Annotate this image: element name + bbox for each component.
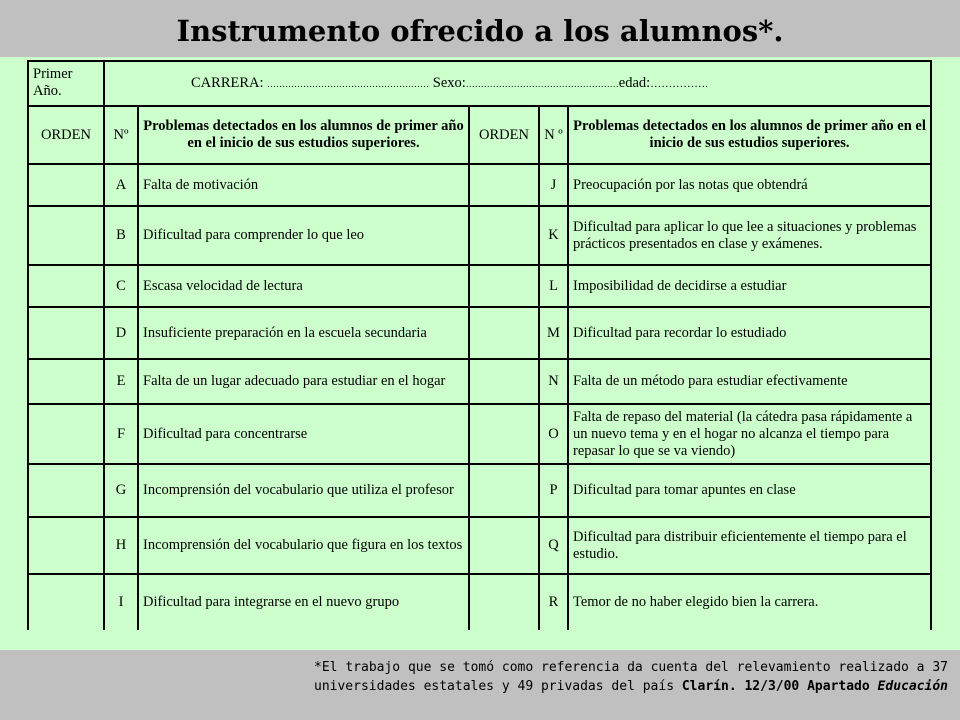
problem-text-right: Dificultad para aplicar lo que lee a situaciones y problemas prácticos presentados en clase y exámenes.: [568, 206, 931, 265]
table-row: [28, 359, 931, 404]
carrera-label: CARRERA:: [191, 74, 264, 91]
problem-text-right: Dificultad para recordar lo estudiado: [568, 307, 931, 359]
header-info-row: [28, 61, 931, 106]
table-row: [28, 404, 931, 464]
problem-text-right: Falta de repaso del material (la cátedra pasa rápidamente a un nuevo tema y en el hogar no alcanza el tiempo para repasar lo que se va viendo): [568, 404, 931, 464]
problem-text-right: Dificultad para distribuir eficientemente el tiempo para el estudio.: [568, 517, 931, 574]
problem-text-right: Temor de no haber elegido bien la carrera.: [568, 574, 931, 630]
footnote-source: Clarín. 12/3/00: [681, 679, 800, 694]
table-row: [28, 265, 931, 307]
sexo-input[interactable]: ……………………………………………: [465, 78, 619, 89]
letter-left: C: [104, 265, 138, 307]
problem-text-left: Insuficiente preparación en la escuela secundaria: [138, 307, 469, 359]
letter-right: N: [539, 359, 568, 404]
orden-input-right[interactable]: [469, 574, 539, 630]
orden-input-right[interactable]: [469, 164, 539, 206]
column-header-row: [28, 106, 931, 164]
orden-input-left[interactable]: [28, 574, 104, 630]
letter-left: D: [104, 307, 138, 359]
letter-left: F: [104, 404, 138, 464]
footnote-text: universidades estatales y 49 privadas del país: [314, 679, 682, 694]
letter-left: I: [104, 574, 138, 630]
orden-input-right[interactable]: [469, 359, 539, 404]
letter-right: M: [539, 307, 568, 359]
footnote-apartado: Apartado: [799, 679, 878, 694]
table-row: [28, 206, 931, 265]
table-row: [28, 464, 931, 517]
orden-input-right[interactable]: [469, 307, 539, 359]
problemas-header-right: Problemas detectados en los alumnos de primer año en el inicio de sus estudios superiores.: [568, 106, 931, 164]
letter-right: L: [539, 265, 568, 307]
footnote-line-2: [48, 677, 948, 696]
edad-label: edad:: [618, 74, 651, 91]
orden-input-left[interactable]: [28, 206, 104, 265]
orden-input-left[interactable]: [28, 404, 104, 464]
problem-text-left: Dificultad para integrarse en el nuevo grupo: [138, 574, 469, 630]
survey-table: [27, 60, 932, 630]
letter-left: G: [104, 464, 138, 517]
carrera-input[interactable]: ………………………………………………: [267, 78, 430, 89]
problemas-header-left: Problemas detectados en los alumnos de primer año en el inicio de sus estudios superiores.: [138, 106, 469, 164]
numero-header-left: Nº: [104, 106, 138, 164]
numero-header-right: N º: [539, 106, 568, 164]
problem-text-left: Dificultad para comprender lo que leo: [138, 206, 469, 265]
footnote: [48, 658, 948, 696]
problem-text-right: Preocupación por las notas que obtendrá: [568, 164, 931, 206]
orden-input-left[interactable]: [28, 265, 104, 307]
orden-input-left[interactable]: [28, 359, 104, 404]
orden-input-right[interactable]: [469, 404, 539, 464]
problem-text-right: Falta de un método para estudiar efectivamente: [568, 359, 931, 404]
primer-ano-label: Primer Año.: [28, 61, 104, 106]
orden-header-right: ORDEN: [469, 106, 539, 164]
edad-input[interactable]: …………….: [650, 77, 708, 90]
letter-left: E: [104, 359, 138, 404]
orden-input-left[interactable]: [28, 464, 104, 517]
letter-right: K: [539, 206, 568, 265]
table-row: [28, 517, 931, 574]
footnote-line-1: *El trabajo que se tomó como referencia da cuenta del relevamiento realizado a 37: [314, 660, 948, 675]
page-title: Instrumento ofrecido a los alumnos*.: [176, 14, 784, 48]
orden-input-right[interactable]: [469, 517, 539, 574]
letter-left: A: [104, 164, 138, 206]
orden-input-left[interactable]: [28, 307, 104, 359]
letter-right: J: [539, 164, 568, 206]
problem-rows: [28, 164, 931, 630]
sexo-label: Sexo:: [432, 74, 466, 91]
orden-input-left[interactable]: [28, 517, 104, 574]
orden-input-right[interactable]: [469, 206, 539, 265]
problem-text-left: Incomprensión del vocabulario que utiliza el profesor: [138, 464, 469, 517]
letter-right: P: [539, 464, 568, 517]
orden-input-left[interactable]: [28, 164, 104, 206]
problem-text-left: Escasa velocidad de lectura: [138, 265, 469, 307]
table-row: [28, 307, 931, 359]
problem-text-left: Dificultad para concentrarse: [138, 404, 469, 464]
table-row: [28, 164, 931, 206]
letter-right: O: [539, 404, 568, 464]
table-row: [28, 574, 931, 630]
orden-header-left: ORDEN: [28, 106, 104, 164]
problem-text-left: Falta de un lugar adecuado para estudiar en el hogar: [138, 359, 469, 404]
problem-text-right: Dificultad para tomar apuntes en clase: [568, 464, 931, 517]
letter-right: Q: [539, 517, 568, 574]
orden-input-right[interactable]: [469, 265, 539, 307]
footnote-section: Educación: [877, 679, 948, 694]
problem-text-right: Imposibilidad de decidirse a estudiar: [568, 265, 931, 307]
student-info-fields: [104, 61, 931, 106]
problem-text-left: Incomprensión del vocabulario que figura en los textos: [138, 517, 469, 574]
letter-left: H: [104, 517, 138, 574]
orden-input-right[interactable]: [469, 464, 539, 517]
problem-text-left: Falta de motivación: [138, 164, 469, 206]
letter-left: B: [104, 206, 138, 265]
letter-right: R: [539, 574, 568, 630]
